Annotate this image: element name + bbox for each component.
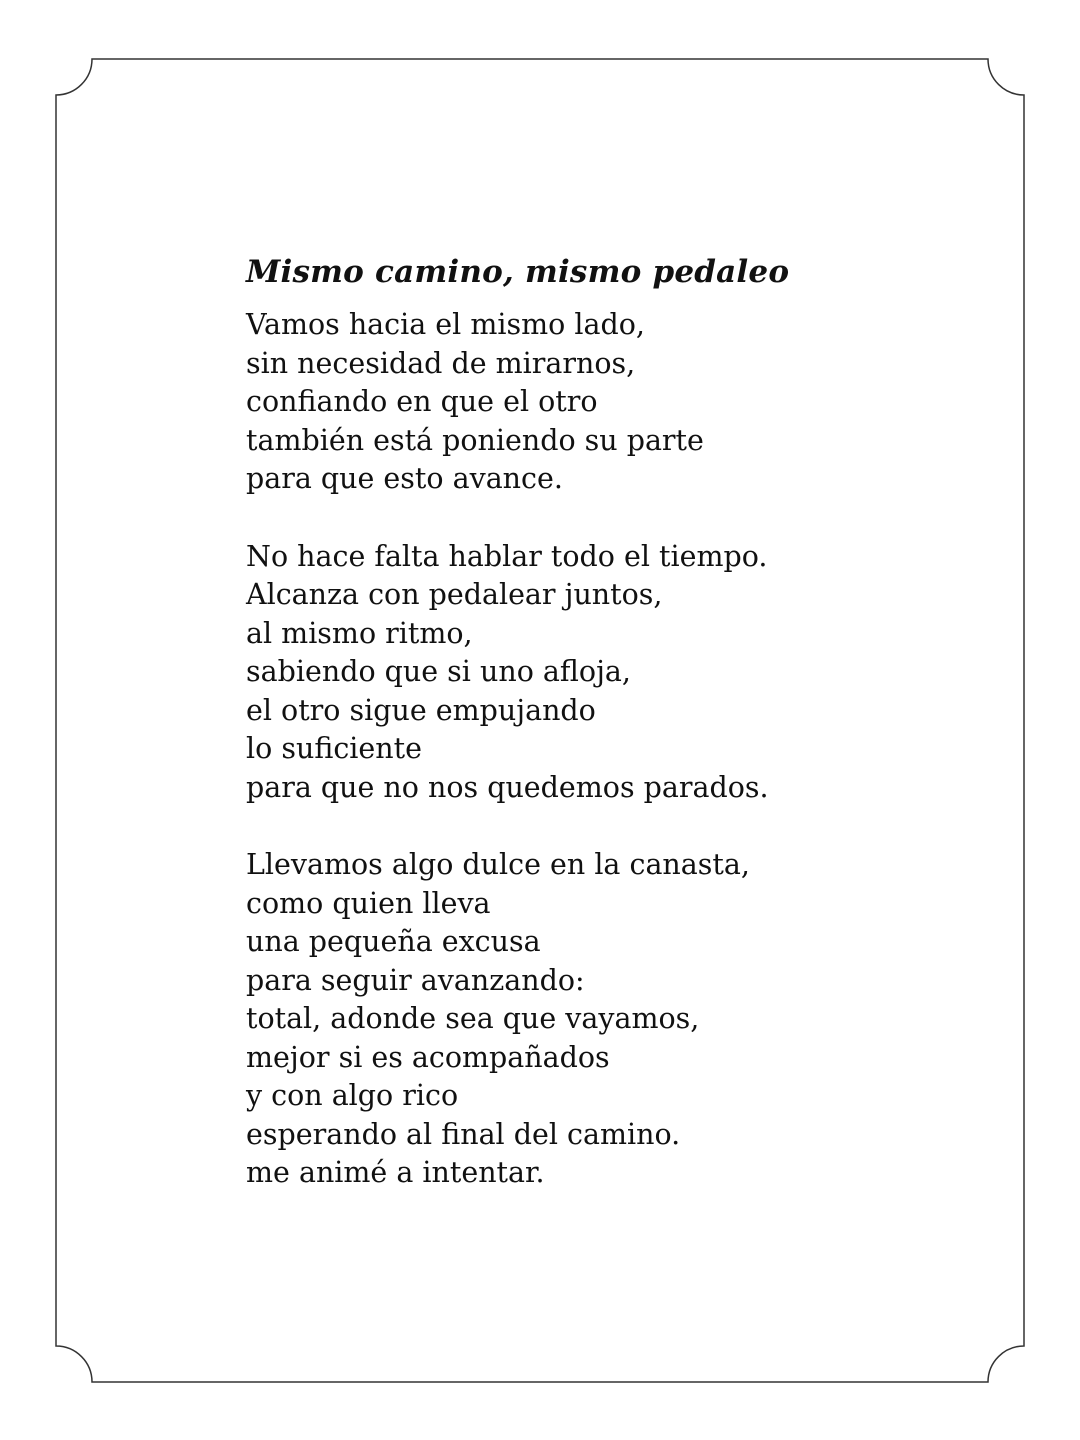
poem-line: lo suficiente <box>246 732 422 765</box>
poem-title: Mismo camino, mismo pedaleo <box>246 254 790 290</box>
stanza-3 <box>246 846 986 1193</box>
poem-line: Llevamos algo dulce en la canasta, <box>246 848 750 881</box>
poem-line: para que no nos quedemos parados. <box>246 770 769 804</box>
poem-line: mejor si es acompañados <box>246 1040 610 1074</box>
stanza-2 <box>246 538 986 808</box>
poem-line: al mismo ritmo, <box>246 616 473 650</box>
poem-line: total, adonde sea que vayamos, <box>246 1002 700 1035</box>
poem-line: como quien lleva <box>246 886 491 920</box>
poem-line: para seguir avanzando: <box>246 963 585 997</box>
poem-line: confiando en que el otro <box>246 385 598 418</box>
poem-line: No hace falta hablar todo el tiempo. <box>246 539 768 573</box>
poem-line: sin necesidad de mirarnos, <box>246 346 636 380</box>
poem-line: esperando al final del camino. <box>246 1117 681 1151</box>
poem-line: sabiendo que si uno afloja, <box>246 655 631 688</box>
poem-line: y con algo rico <box>246 1079 459 1112</box>
poem-line: Alcanza con pedalear juntos, <box>246 578 663 611</box>
poem-line: me animé a intentar. <box>246 1156 545 1189</box>
poem-line: una pequeña excusa <box>246 925 541 958</box>
poem-line: el otro sigue empujando <box>246 693 596 727</box>
poem-line: para que esto avance. <box>246 462 563 495</box>
poem-body <box>246 306 986 1193</box>
stanza-1 <box>246 306 986 499</box>
poem <box>246 250 986 1232</box>
poem-line: también está poniendo su parte <box>246 423 704 457</box>
poem-line: Vamos hacia el mismo lado, <box>246 308 645 341</box>
